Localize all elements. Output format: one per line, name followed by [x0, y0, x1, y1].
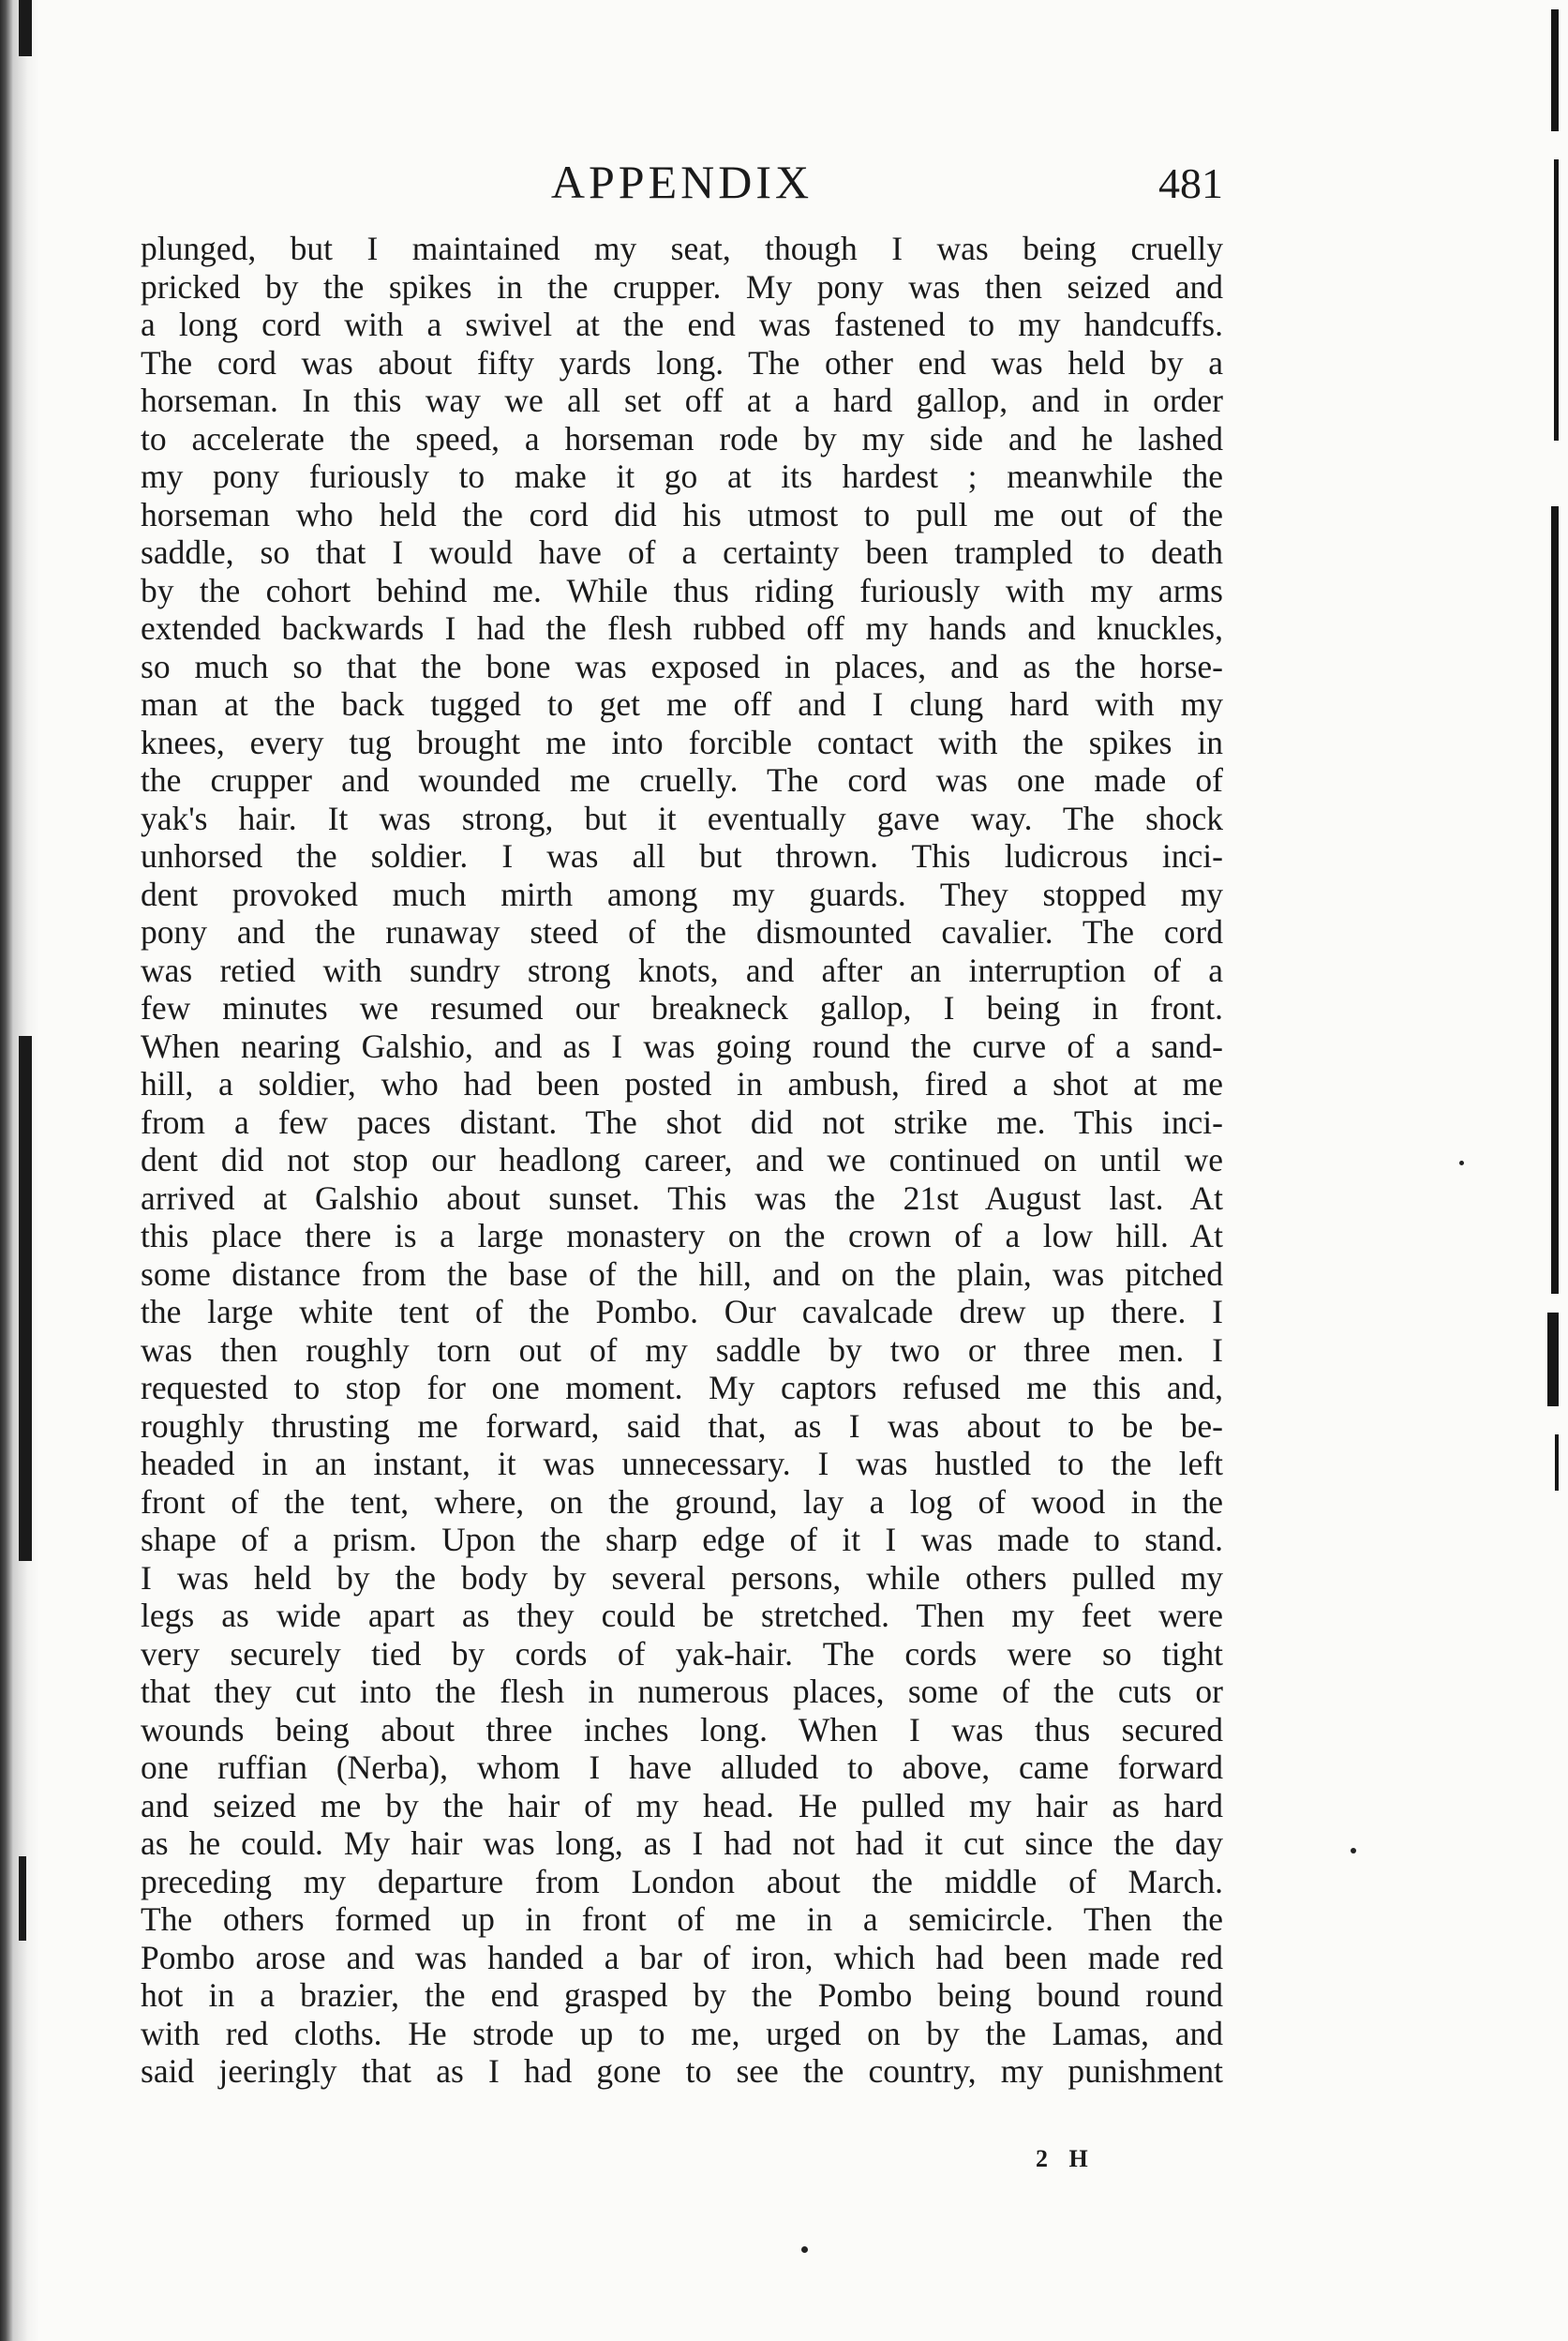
- text-line: was then roughly torn out of my saddle by two or three men. I: [141, 1330, 1223, 1369]
- text-line: I was held by the body by several persons, while others pulled my: [141, 1558, 1223, 1597]
- text-line: few minutes we resumed our breakneck gallop, I being in front.: [141, 989, 1223, 1027]
- text-line: horseman who held the cord did his utmost to pull me out of the: [141, 495, 1223, 533]
- text-line: very securely tied by cords of yak-hair. The cords were so tight: [141, 1634, 1223, 1673]
- text-line: some distance from the base of the hill, and on the plain, was pitched: [141, 1254, 1223, 1293]
- text-line: by the cohort behind me. While thus riding furiously with my arms: [141, 571, 1223, 609]
- text-line: unhorsed the soldier. I was all but thrown. This ludicrous inci-: [141, 837, 1223, 875]
- text-line: Pombo arose and was handed a bar of iron, which had been made red: [141, 1938, 1223, 1976]
- text-line: and seized me by the hair of my head. He pulled my hair as hard: [141, 1786, 1223, 1824]
- text-line: was retied with sundry strong knots, and after an interruption of a: [141, 951, 1223, 989]
- scan-speck: [1351, 1848, 1356, 1853]
- page-number: 481: [1158, 159, 1223, 207]
- text-line: the crupper and wounded me cruelly. The cord was one made of: [141, 761, 1223, 799]
- text-line: preceding my departure from London about the middle of March.: [141, 1862, 1223, 1900]
- signature-mark: 2 H: [1036, 2145, 1096, 2172]
- text-line: The others formed up in front of me in a semicircle. Then the: [141, 1900, 1223, 1938]
- text-line: requested to stop for one moment. My captors refused me this and,: [141, 1369, 1223, 1406]
- text-line: pony and the runaway steed of the dismounted cavalier. The cord: [141, 913, 1223, 951]
- text-line: horseman. In this way we all set off at a hard gallop, and in order: [141, 382, 1223, 419]
- text-line: hill, a soldier, who had been posted in ambush, fired a shot at me: [141, 1065, 1223, 1103]
- scan-shadow-mark: [19, 0, 32, 56]
- text-line: said jeeringly that as I had gone to see the country, my punishment: [141, 2052, 1223, 2090]
- text-line: so much so that the bone was exposed in places, and as the horse-: [141, 647, 1223, 685]
- text-line: arrived at Galshio about sunset. This was the 21st August last. At: [141, 1178, 1223, 1217]
- scan-speck: [1459, 1161, 1464, 1165]
- scan-shadow-mark: [1551, 9, 1559, 131]
- text-line: roughly thrusting me forward, said that, as I was about to be be-: [141, 1406, 1223, 1445]
- scan-shadow-mark: [1547, 1313, 1559, 1406]
- running-title: APPENDIX: [550, 156, 814, 208]
- text-line: the large white tent of the Pombo. Our cavalcade drew up there. I: [141, 1293, 1223, 1330]
- text-line: extended backwards I had the flesh rubbed off my hands and knuckles,: [141, 609, 1223, 647]
- running-head: [141, 155, 1223, 220]
- scan-speck: [801, 2246, 808, 2253]
- text-line: front of the tent, where, on the ground, lay a log of wood in the: [141, 1482, 1223, 1521]
- scan-shadow-mark: [1555, 1434, 1559, 1491]
- text-line: that they cut into the flesh in numerous places, some of the cuts or: [141, 1673, 1223, 1710]
- text-line: yak's hair. It was strong, but it eventually gave way. The shock: [141, 799, 1223, 837]
- text-line: dent provoked much mirth among my guards. They stopped my: [141, 875, 1223, 913]
- scan-edge-left: [0, 0, 39, 2341]
- text-line: saddle, so that I would have of a certainty been trampled to death: [141, 533, 1223, 571]
- text-line: hot in a brazier, the end grasped by the Pombo being bound round: [141, 1976, 1223, 2014]
- scan-shadow-mark: [1554, 159, 1559, 441]
- text-line: legs as wide apart as they could be stretched. Then my feet were: [141, 1597, 1223, 1634]
- text-line: this place there is a large monastery on the crown of a low hill. At: [141, 1217, 1223, 1254]
- text-line: When nearing Galshio, and as I was going round the curve of a sand-: [141, 1027, 1223, 1065]
- text-line: to accelerate the speed, a horseman rode by my side and he lashed: [141, 419, 1223, 458]
- text-line: headed in an instant, it was unnecessary. I was hustled to the left: [141, 1445, 1223, 1482]
- scan-shadow-mark: [1551, 506, 1559, 1294]
- text-line: knees, every tug brought me into forcible contact with the spikes in: [141, 723, 1223, 761]
- text-line: man at the back tugged to get me off and I clung hard with my: [141, 685, 1223, 723]
- text-line: The cord was about fifty yards long. The other end was held by a: [141, 343, 1223, 382]
- scan-shadow-mark: [19, 1856, 26, 1941]
- text-line: dent did not stop our headlong career, and we continued on until we: [141, 1141, 1223, 1178]
- text-line: one ruffian (Nerba), whom I have alluded to above, came forward: [141, 1748, 1223, 1786]
- text-line: wounds being about three inches long. When I was thus secured: [141, 1710, 1223, 1748]
- text-line: a long cord with a swivel at the end was fastened to my handcuffs.: [141, 306, 1223, 343]
- text-line: pricked by the spikes in the crupper. My pony was then seized and: [141, 267, 1223, 306]
- text-line: plunged, but I maintained my seat, though I was being cruelly: [141, 230, 1223, 267]
- text-line: from a few paces distant. The shot did not strike me. This inci-: [141, 1103, 1223, 1141]
- text-line: my pony furiously to make it go at its hardest ; meanwhile the: [141, 458, 1223, 495]
- body-text: [141, 230, 1223, 2091]
- scan-edge-right: [1540, 0, 1568, 2341]
- text-line: shape of a prism. Upon the sharp edge of it I was made to stand.: [141, 1521, 1223, 1558]
- text-line: as he could. My hair was long, as I had not had it cut since the day: [141, 1824, 1223, 1862]
- text-line: with red cloths. He strode up to me, urged on by the Lamas, and: [141, 2014, 1223, 2052]
- scan-shadow-mark: [19, 1036, 32, 1561]
